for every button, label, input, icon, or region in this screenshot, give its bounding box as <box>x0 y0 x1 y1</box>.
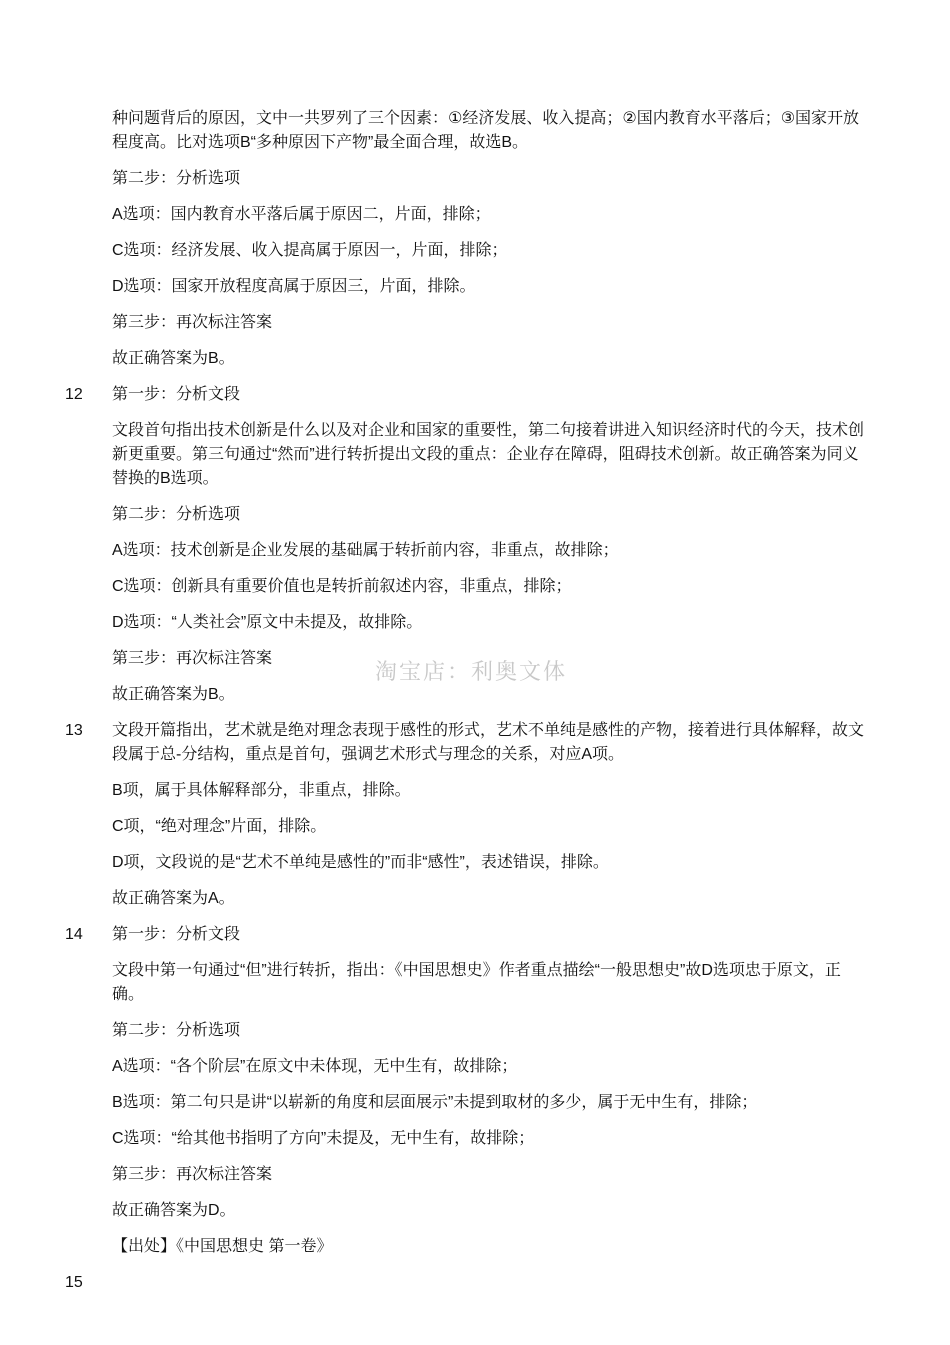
paragraph <box>0 611 864 635</box>
question-number: 14 <box>65 926 83 943</box>
paragraph <box>0 1019 864 1043</box>
paragraph <box>0 311 864 335</box>
paragraph-text: C项，“绝对理念”片面，排除。 <box>112 818 327 835</box>
paragraph <box>0 1271 864 1295</box>
paragraph-text: 第三步：再次标注答案 <box>112 314 273 331</box>
paragraph-text: 文段开篇指出，艺术就是绝对理念表现于感性的形式，艺术不单纯是感性的产物，接着进行具体解释，故文段属于总-分结构，重点是首句，强调艺术形式与理念的关系，对应A项。 <box>112 722 865 763</box>
paragraph-text: 故正确答案为D。 <box>112 1202 236 1219</box>
paragraph-text: B项，属于具体解释部分，非重点，排除。 <box>112 782 411 799</box>
paragraph <box>0 887 864 911</box>
paragraph-text: 故正确答案为B。 <box>112 350 235 367</box>
paragraph <box>0 851 864 875</box>
paragraph-text: 故正确答案为A。 <box>112 890 235 907</box>
paragraph <box>0 959 864 1007</box>
paragraph <box>0 383 864 407</box>
paragraph <box>0 347 864 371</box>
paragraph-text: 第一步：分析文段 <box>112 386 241 403</box>
question-number: 15 <box>65 1274 83 1291</box>
paragraph-text: 第一步：分析文段 <box>112 926 241 943</box>
paragraph <box>0 815 864 839</box>
paragraph-text: D项，文段说的是“艺术不单纯是感性的”而非“感性”，表述错误，排除。 <box>112 854 609 871</box>
paragraph <box>0 1199 864 1223</box>
paragraph <box>0 1235 864 1259</box>
paragraph-text: B选项：第二句只是讲“以崭新的角度和层面展示”未提到取材的多少，属于无中生有，排除； <box>112 1094 758 1111</box>
paragraph-text: D选项：国家开放程度高属于原因三，片面，排除。 <box>112 278 476 295</box>
paragraph <box>0 107 864 155</box>
paragraph-text: D选项：“人类社会”原文中未提及，故排除。 <box>112 614 423 631</box>
question-number: 13 <box>65 722 83 739</box>
paragraph-text: A选项：国内教育水平落后属于原因二，片面，排除； <box>112 206 491 223</box>
paragraph <box>0 575 864 599</box>
paragraph-text: 文段首句指出技术创新是什么以及对企业和国家的重要性，第二句接着讲进入知识经济时代的今天，技术创新更重要。第三句通过“然而”进行转折提出文段的重点：企业存在障碍，阻碍技术创新。故正确答案为同义替换的B选项。 <box>112 422 865 487</box>
paragraph <box>0 1163 864 1187</box>
paragraph-text: 第二步：分析选项 <box>112 506 241 523</box>
paragraph <box>0 239 864 263</box>
paragraph-text: 故正确答案为B。 <box>112 686 235 703</box>
paragraph-text: 【出处】《中国思想史 第一卷》 <box>112 1238 333 1255</box>
paragraph <box>0 167 864 191</box>
document-body <box>0 107 950 1307</box>
paragraph <box>0 923 864 947</box>
paragraph-text: C选项：创新具有重要价值也是转折前叙述内容，非重点，排除； <box>112 578 572 595</box>
paragraph <box>0 1055 864 1079</box>
paragraph <box>0 539 864 563</box>
paragraph-text: 第三步：再次标注答案 <box>112 1166 273 1183</box>
paragraph-text: C选项：经济发展、收入提高属于原因一，片面，排除； <box>112 242 508 259</box>
watermark: 淘宝店：利奥文体 <box>375 660 568 685</box>
paragraph-text: C选项：“给其他书指明了方向”未提及，无中生有，故排除； <box>112 1130 535 1147</box>
paragraph <box>0 275 864 299</box>
paragraph-text: 第三步：再次标注答案 <box>112 650 273 667</box>
question-number: 12 <box>65 386 83 403</box>
paragraph <box>0 503 864 527</box>
paragraph-text: 种问题背后的原因，文中一共罗列了三个因素：①经济发展、收入提高；②国内教育水平落后；③国家开放程度高。比对选项B“多种原因下产物”最全面合理，故选B。 <box>112 110 860 151</box>
paragraph <box>0 683 864 707</box>
paragraph <box>0 779 864 803</box>
paragraph <box>0 419 864 491</box>
paragraph-text: 第二步：分析选项 <box>112 170 241 187</box>
paragraph <box>0 203 864 227</box>
paragraph-text: A选项：“各个阶层”在原文中未体现，无中生有，故排除； <box>112 1058 518 1075</box>
paragraph-text: 第二步：分析选项 <box>112 1022 241 1039</box>
paragraph <box>0 719 864 767</box>
paragraph-text: A选项：技术创新是企业发展的基础属于转折前内容，非重点，故排除； <box>112 542 619 559</box>
paragraph <box>0 1127 864 1151</box>
paragraph <box>0 1091 864 1115</box>
paragraph-text: 文段中第一句通过“但”进行转折，指出：《中国思想史》作者重点描绘“一般思想史”故D选项忠于原文，正确。 <box>112 962 841 1003</box>
